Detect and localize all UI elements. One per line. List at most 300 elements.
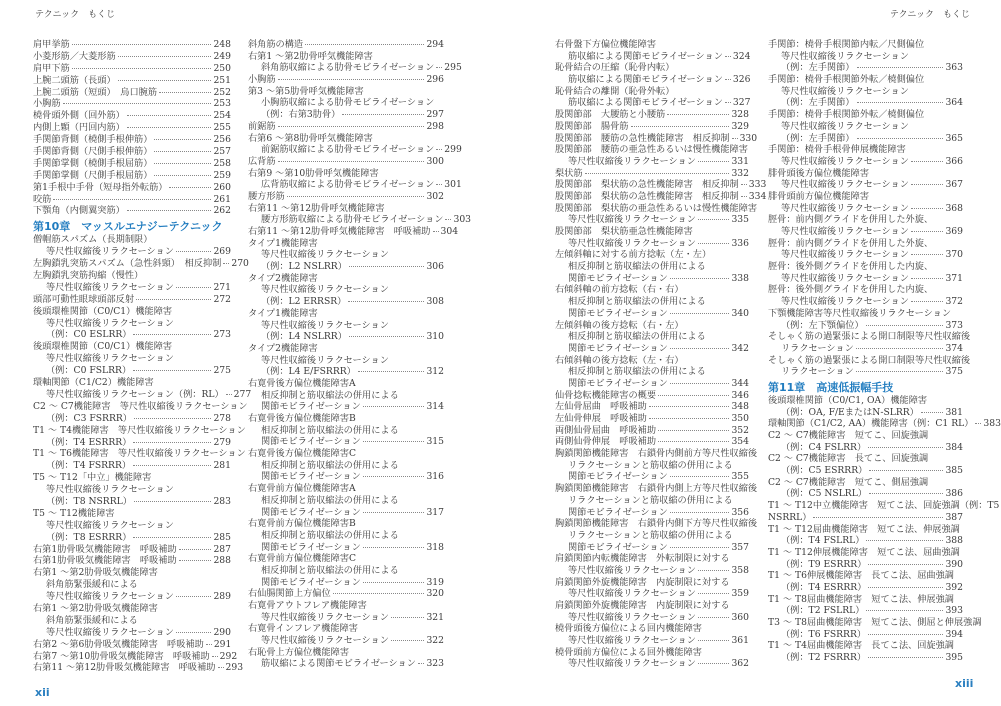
toc-line [768,308,963,320]
toc-entry-title: リラクセーション [781,342,854,354]
toc-entry[interactable] [555,413,749,425]
toc-line [248,179,462,191]
dot-leader [857,138,944,139]
toc-entry-title: （例：T4 ESRRR） [781,581,867,593]
dot-leader [391,640,425,641]
toc-entry-title: 相反抑制と筋収縮法の併用による [261,564,399,576]
toc-page-number: 330 [739,132,758,144]
toc-entry[interactable] [555,355,749,390]
toc-entry[interactable] [555,168,749,180]
dot-leader [658,441,729,442]
toc-entry-title: 等尺性収縮後リラクセーション [781,226,909,237]
toc-entry[interactable] [768,354,971,378]
toc-entry[interactable] [33,110,231,122]
dot-leader [975,423,981,424]
toc-entry[interactable] [768,144,963,167]
toc-entry[interactable] [555,518,758,553]
toc-entry-title: （例：C0 ESLRR） [46,329,132,341]
toc-entry-title: 手関節：橈骨手根関節内転／尺側偏位 [768,39,925,50]
toc-entry[interactable] [33,75,231,87]
toc-page-number: 260 [213,181,231,193]
toc-line [33,400,248,413]
toc-entry-title: 股関節部 梨状筋の亜急性あるいは慢性機能障害 [555,202,758,214]
toc-entry-title: 等尺性収縮後リラクセーション [46,591,174,603]
toc-entry-title: 股関節部 腰筋の急性機能障害 相反抑制 [555,132,730,144]
toc-entry[interactable] [555,623,749,646]
toc-page-number: 257 [213,146,231,158]
toc-entry[interactable] [555,390,749,402]
toc-entry[interactable] [555,553,749,576]
toc-entry[interactable] [555,121,749,133]
toc-line [248,623,444,635]
toc-line [33,520,231,532]
toc-line [555,448,758,460]
toc-line [248,553,444,565]
toc-entry-title: 等尺性収縮後リラクセーション（例：RL） [46,388,224,400]
toc-column-1 [33,39,252,674]
toc-line [248,214,472,226]
toc-entry[interactable] [248,483,444,518]
toc-entry[interactable] [768,617,982,640]
toc-page-number: 285 [213,531,231,543]
toc-line [555,635,749,647]
toc-entry-title: 等尺性収縮後リラクセーション [46,353,174,365]
toc-entry[interactable] [33,555,231,567]
toc-entry-title: 等尺性収縮後リラクセーション [568,635,696,647]
toc-entry-title: 前鋸筋収縮による肋骨モビライゼーション [261,144,435,156]
toc-entry[interactable] [768,453,963,476]
toc-entry-title: 等尺性収縮後リラクセーション [781,85,909,97]
toc-line [768,477,963,489]
toc-entry[interactable] [248,39,444,51]
toc-entry-title: 等尺性収縮後リラクセーション [781,120,909,132]
toc-entry-title: 右第1 ～第2肋骨呼気機能障害 [248,50,373,62]
toc-line [33,341,231,353]
toc-entry[interactable] [555,425,749,437]
toc-entry[interactable] [248,623,444,646]
toc-entry[interactable] [33,377,252,401]
toc-entry[interactable] [768,430,963,453]
toc-entry[interactable] [248,50,462,74]
toc-entry[interactable] [768,284,963,307]
toc-entry[interactable] [33,39,231,51]
dot-leader [725,102,731,103]
toc-entry[interactable] [768,238,963,261]
dot-leader [911,254,944,255]
toc-entry-title: （例：左下顎偏位） [781,319,864,331]
toc-line [555,296,749,308]
toc-entry-title: 左仙骨伸展 呼吸補助 [555,413,647,424]
toc-entry[interactable] [248,378,444,413]
toc-entry-title: 等尺性収縮後リラクセーション [781,249,909,261]
dot-leader [127,210,212,211]
dot-leader [133,442,211,443]
toc-page-number: 320 [426,588,444,600]
toc-entry[interactable] [555,448,758,483]
toc-line [248,273,444,285]
toc-line [768,273,963,285]
toc-line [248,425,444,437]
toc-entry[interactable] [555,109,749,121]
toc-entry[interactable] [248,121,444,133]
toc-entry-title: T1 ～ T12屈曲機能障害 短てこ法、伸展強調 [768,523,960,535]
toc-entry-title: 咬筋 [33,193,52,205]
toc-entry-title: T5 ～ T12「中立」機能障害 [33,472,152,484]
toc-entry[interactable] [33,603,231,639]
toc-line [248,261,444,273]
toc-entry[interactable] [555,39,749,62]
toc-entry[interactable] [768,261,963,284]
toc-page-number: 299 [444,144,462,156]
toc-page-number: 296 [426,74,444,86]
toc-line [555,121,749,133]
toc-page-number: 302 [426,190,444,202]
toc-entry[interactable] [555,647,749,670]
toc-entry-title: （例：T9 ESRRR） [781,558,867,570]
toc-entry-title: 肩甲下筋 [33,62,70,74]
dot-leader [134,501,212,502]
toc-line [33,413,231,425]
toc-entry[interactable] [33,306,231,342]
toc-entry[interactable] [33,448,246,472]
toc-entry-title: 橈骨頭外側（回外筋） [33,110,125,122]
toc-entry-title: 右仙腸関節上方偏位 [248,588,331,600]
toc-entry[interactable] [248,413,444,448]
toc-entry-title: （例：左手関節） [781,132,855,144]
dot-leader [223,263,229,264]
toc-entry[interactable] [248,238,444,273]
toc-line [33,437,231,449]
toc-page-number: 366 [945,155,963,167]
toc-line [33,234,231,246]
toc-page-number: 254 [213,110,231,122]
toc-line [768,214,963,226]
toc-entry[interactable] [33,508,231,544]
toc-entry-title: 等尺性収縮後リラクセーション [781,179,909,191]
toc-entry[interactable] [33,51,231,63]
toc-page-number: 388 [945,535,963,547]
toc-entry[interactable] [33,170,231,182]
toc-entry-title: 右第1 ～第2肋骨吸気機能障害 [33,602,158,614]
toc-entry-title: （例：右第3肋骨） [261,109,341,121]
chapter-heading: 第10章 マッスルエナジーテクニック [33,220,223,234]
toc-entry[interactable] [555,179,767,191]
toc-entry[interactable] [555,202,758,226]
running-header-right: テクニック もくじ [889,10,970,20]
toc-entry-title: 筋収縮による関節モビライゼーション [568,97,723,109]
toc-entry-title: 等尺性収縮後リラクセーション [568,658,696,670]
toc-entry-title: 斜角筋の構造 [248,39,304,50]
toc-entry-title: （例：左手関節） [781,97,855,109]
toc-entry[interactable] [768,594,963,617]
toc-entry-title: 相反抑制と筋収縮法の併用による [568,261,706,273]
toc-entry-title: 等尺性収縮後リラクセーション [261,635,389,647]
toc-line [248,343,444,355]
toc-entry[interactable] [33,650,238,663]
toc-entry[interactable] [248,191,444,203]
toc-entry-title: （例：C0 FSLRR） [46,365,132,377]
toc-entry[interactable] [248,588,444,600]
toc-entry-title: 関節モビライゼーション [261,541,361,553]
toc-page-number: 360 [731,611,749,623]
toc-line [768,51,963,63]
toc-line [33,448,246,460]
toc-line [768,407,963,419]
dot-leader [866,540,943,541]
toc-entry[interactable] [555,577,749,600]
toc-entry[interactable] [555,320,749,355]
toc-entry[interactable] [555,284,749,319]
toc-page-number: 321 [426,611,444,623]
toc-entry[interactable] [33,567,231,603]
toc-line [248,495,444,507]
toc-entry[interactable] [768,547,963,570]
toc-entry-title: 等尺性収縮後リラクセーション [261,319,389,331]
toc-entry[interactable] [33,158,231,170]
toc-entry[interactable] [248,600,444,623]
toc-line [248,577,444,589]
toc-entry-title: 左傾斜軸に対する前方捻転（左・左） [555,249,712,261]
toc-line [248,448,444,460]
toc-page-number: 344 [731,377,749,389]
toc-entry[interactable] [33,424,246,449]
toc-entry[interactable] [555,190,767,203]
dot-leader [363,441,425,442]
toc-entry[interactable] [33,87,231,99]
toc-entry[interactable] [555,132,758,145]
toc-entry-title: 相反抑制と筋収縮法の併用による [261,529,399,541]
toc-page-number: 361 [731,635,749,647]
toc-entry-title: 股関節部 大腰筋と小腰筋 [555,109,666,121]
toc-entry-title: （例：T8 NSRRL） [46,495,132,507]
toc-page-number: 369 [945,226,963,237]
toc-line [33,544,231,556]
toc-entry-title: 下顎角（内側翼突筋） [33,205,125,217]
dot-leader [649,406,730,407]
toc-line [555,144,749,156]
toc-line [33,377,231,389]
toc-entry[interactable] [248,74,444,86]
toc-entry-title: 等尺性収縮後リラクセーション [46,317,174,329]
toc-page-number: 253 [213,98,231,110]
dot-leader [159,92,211,93]
dot-leader [363,512,425,513]
toc-entry[interactable] [768,418,1001,430]
toc-entry-title: （例：T6 FSRRR） [781,628,867,640]
dot-leader [127,127,212,128]
toc-entry[interactable] [555,249,749,284]
dot-leader [63,103,212,104]
toc-entry-title: T1 ～ T12伸展機能障害 短てこ法、屈曲強調 [768,546,960,558]
toc-entry[interactable] [768,109,963,144]
toc-entry-title: 相反抑制と筋収縮法の併用による [261,459,399,471]
toc-entry[interactable] [33,194,231,206]
toc-line [555,308,749,320]
dot-leader [287,196,425,197]
toc-page-number: 364 [945,97,963,109]
toc-entry[interactable] [33,258,249,270]
toc-entry-title: 脛骨：後外側グライドを併用した内旋、 [768,284,934,296]
toc-page-number: 259 [213,169,231,181]
toc-entry[interactable] [248,553,444,588]
toc-entry-title: 両側仙骨屈曲 呼吸補助 [555,424,657,436]
toc-entry[interactable] [248,226,459,238]
toc-entry[interactable] [248,647,444,670]
toc-entry[interactable] [768,308,963,331]
toc-line [248,635,444,647]
toc-entry[interactable] [768,500,1000,523]
dot-leader [670,512,730,513]
dot-leader [133,465,211,466]
running-header-left: テクニック もくじ [35,10,116,20]
toc-entry[interactable] [248,167,462,191]
toc-page-number: 290 [213,626,231,638]
toc-entry[interactable] [248,202,472,226]
toc-entry[interactable] [33,294,231,306]
toc-entry[interactable] [768,74,963,109]
toc-entry[interactable] [33,400,248,425]
toc-entry[interactable] [248,518,444,553]
toc-entry-title: 等尺性収縮後リラクセーション [781,272,909,284]
toc-line [768,62,963,74]
toc-column-4 [768,39,1001,664]
toc-entry[interactable] [33,234,231,258]
toc-entry[interactable] [248,273,444,308]
toc-entry[interactable] [768,39,963,74]
toc-entry-title: （例：L4 NSLRR） [261,331,347,343]
toc-entry-title: 関節モビライゼーション [261,471,361,483]
toc-line [555,588,749,600]
dot-leader [857,102,944,103]
toc-entry-title: 股関節部 梨状筋の急性機能障害 相反抑制 [555,179,739,191]
dot-leader [869,493,943,494]
dot-leader [206,644,212,645]
toc-entry-title: 相反抑制と筋収縮法の併用による [261,389,399,401]
toc-entry[interactable] [33,134,231,146]
toc-page-number: 329 [731,120,749,132]
toc-entry-title: 等尺性収縮後リラクセーション [568,237,696,249]
dot-leader [649,418,730,419]
toc-entry[interactable] [33,639,231,651]
toc-line [555,39,749,51]
toc-entry[interactable] [248,86,444,121]
toc-entry[interactable] [555,226,749,249]
toc-entry[interactable] [33,98,231,110]
toc-entry-title: 後頭環椎関節（C0/C1, OA）機能障害 [768,394,928,406]
toc-line [555,320,749,332]
toc-entry-title: 手関節：橈骨手根関節外転／橈側偏位 [768,109,925,121]
toc-entry[interactable] [33,146,231,158]
toc-line [768,629,963,641]
toc-page-number: 295 [444,62,462,74]
toc-entry[interactable] [33,122,231,134]
toc-entry-title: 相反抑制と筋収縮法の併用による [568,296,706,308]
toc-entry[interactable] [768,331,971,354]
toc-page-number: 387 [945,511,963,523]
toc-page-number: 273 [213,329,231,341]
toc-entry[interactable] [33,341,231,377]
toc-entry[interactable] [555,144,749,167]
page-number-left: xii [35,686,50,699]
toc-page-number: 346 [731,389,749,401]
toc-entry[interactable] [555,62,749,85]
toc-entry[interactable] [768,191,963,214]
dot-leader [670,383,730,384]
toc-entry[interactable] [33,270,231,294]
toc-entry[interactable] [248,448,444,483]
dot-leader [741,184,747,185]
toc-entry[interactable] [248,343,444,378]
toc-entry-title: 脛骨：後外側グライドを併用した内旋、 [768,261,934,273]
toc-page-number: 332 [731,167,749,179]
toc-entry[interactable] [555,86,749,109]
toc-entry-title: 右寛骨アウトフレア機能障害 [248,600,367,611]
toc-line [33,87,231,99]
toc-line [33,205,231,217]
toc-entry[interactable] [768,524,963,547]
toc-entry[interactable] [248,132,462,156]
toc-entry[interactable] [555,483,758,518]
dot-leader [445,219,451,220]
toc-entry[interactable] [768,570,963,593]
dot-leader [179,549,212,550]
toc-entry[interactable] [33,182,231,194]
toc-entry[interactable] [555,600,749,623]
toc-page-number: 340 [731,307,749,319]
toc-line [248,658,444,670]
toc-line [33,627,231,639]
toc-entry-title: 右第6 ～第8肋骨呼気機能障害 [248,132,373,144]
toc-page-number: 371 [945,272,963,284]
toc-entry-title: 梨状筋 [555,167,583,179]
toc-entry[interactable] [248,156,444,168]
toc-line [555,214,749,226]
toc-entry[interactable] [768,395,963,418]
toc-entry[interactable] [768,214,963,237]
toc-line [768,238,963,250]
toc-page-number: 300 [426,155,444,167]
toc-entry-title: 上腕二頭筋（短頭） 烏口腕筋 [33,86,158,98]
toc-entry[interactable] [768,640,963,663]
toc-line [768,179,963,191]
toc-entry[interactable] [33,544,231,556]
toc-line [248,284,444,296]
toc-entry[interactable] [33,63,231,75]
toc-entry[interactable] [33,205,231,217]
toc-entry[interactable] [555,401,749,413]
dot-leader [698,663,730,664]
toc-line [33,615,231,627]
dot-leader [658,395,729,396]
dot-leader [154,163,211,164]
toc-entry[interactable] [555,436,749,448]
toc-line [555,518,758,530]
toc-line [248,612,444,624]
toc-line [555,390,749,402]
dot-leader [433,231,439,232]
toc-entry[interactable] [33,662,244,674]
toc-line [768,395,963,407]
toc-entry[interactable] [248,308,444,343]
toc-entry-title: 両側仙骨伸展 呼吸補助 [555,436,657,448]
toc-line [555,156,749,168]
toc-entry[interactable] [768,477,963,500]
toc-entry-title: 右第1肋骨吸気機能障害 呼吸補助 [33,555,177,567]
toc-entry[interactable] [33,472,231,508]
toc-line [768,284,963,296]
toc-entry[interactable] [768,168,963,191]
toc-page-number: 322 [426,635,444,647]
